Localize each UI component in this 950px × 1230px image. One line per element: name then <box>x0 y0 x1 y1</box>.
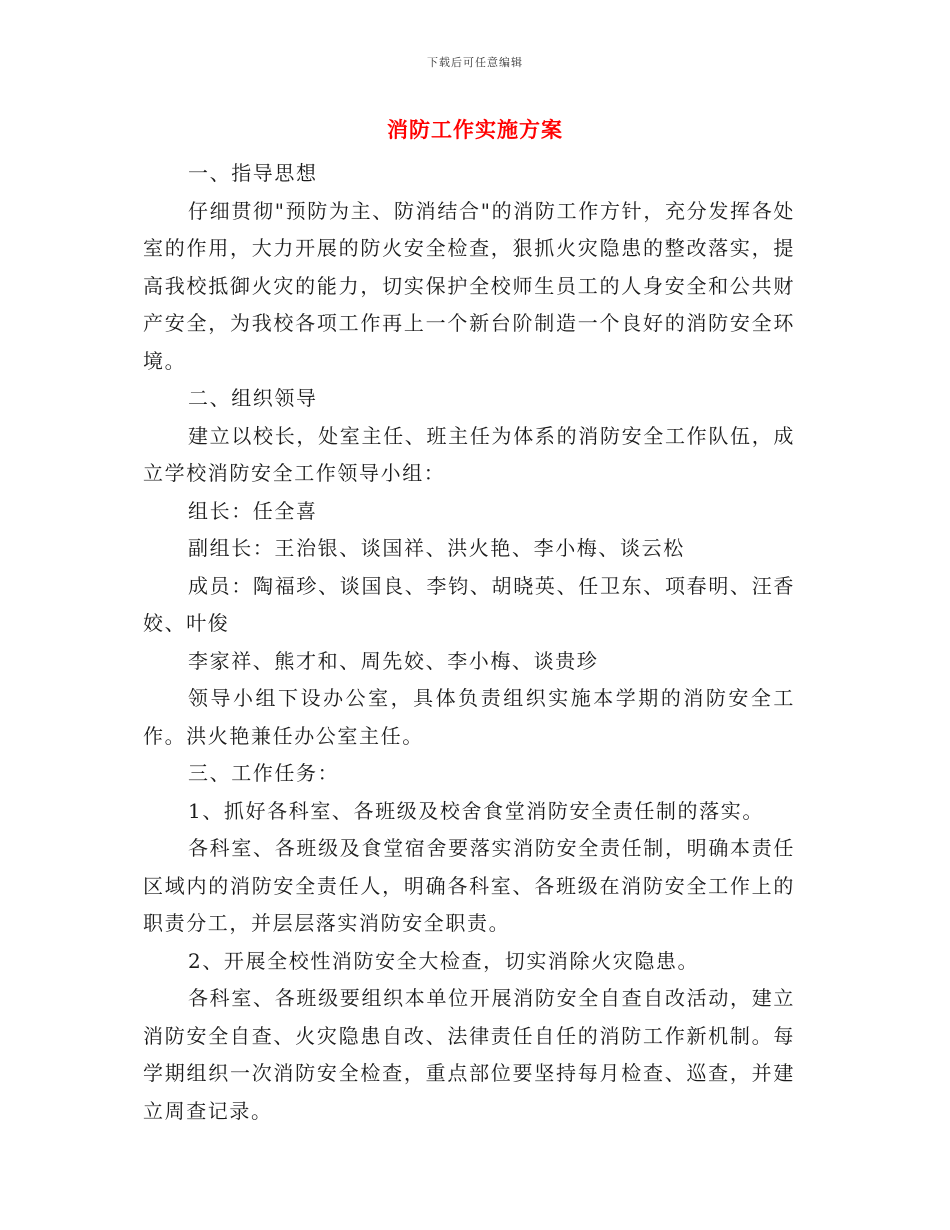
task-1-heading: 1、抓好各科室、各班级及校舍食堂消防安全责任制的落实。 <box>188 798 764 823</box>
paragraph-organization: 建立以校长，处室主任、班主任为体系的消防安全工作队伍，成立学校消防安全工作领导小组： <box>143 423 795 485</box>
section-heading-tasks: 三、工作任务： <box>188 761 340 785</box>
deputy-leader-line: 副组长：王治银、谈国祥、洪火艳、李小梅、谈云松 <box>188 536 685 560</box>
members-line-continued: 李家祥、熊才和、周先姣、李小梅、谈贵珍 <box>188 648 599 673</box>
header-note: 下载后可任意编辑 <box>427 56 523 69</box>
paragraph-guiding-ideology: 仔细贯彻"预防为主、防消结合"的消防工作方针，充分发挥各处室的作用，大力开展的防火安全检查，狠抓火灾隐患的整改落实，提高我校抵御火灾的能力，切实保护全校师生员工的人身安全和公共财产安全，为我校各项工作再上一个新台阶制造一个良好的消防安全环境。 <box>143 198 795 373</box>
paragraph-office: 领导小组下设办公室，具体负责组织实施本学期的消防安全工作。洪火艳兼任办公室主任。 <box>143 686 795 748</box>
section-heading-organization: 二、组织领导 <box>188 386 318 410</box>
task-1-paragraph: 各科室、各班级及食堂宿舍要落实消防安全责任制，明确本责任区域内的消防安全责任人，明确各科室、各班级在消防安全工作上的职责分工，并层层落实消防安全职责。 <box>143 836 795 935</box>
document-title: 消防工作实施方案 <box>387 118 563 142</box>
group-leader-line: 组长：任全喜 <box>188 498 318 523</box>
document-body <box>143 155 795 1130</box>
task-2-paragraph: 各科室、各班级要组织本单位开展消防安全自查自改活动，建立消防安全自查、火灾隐患自改、法律责任自任的消防工作新机制。每学期组织一次消防安全检查，重点部位要坚持每月检查、巡查，并建立周查记录。 <box>143 986 795 1123</box>
task-2-heading: 2、开展全校性消防安全大检查，切实消除火灾隐患。 <box>188 948 700 973</box>
section-heading-guiding-ideology: 一、指导思想 <box>188 161 318 185</box>
members-line: 成员：陶福珍、谈国良、李钧、胡晓英、任卫东、项春明、汪香姣、叶俊 <box>143 573 795 635</box>
